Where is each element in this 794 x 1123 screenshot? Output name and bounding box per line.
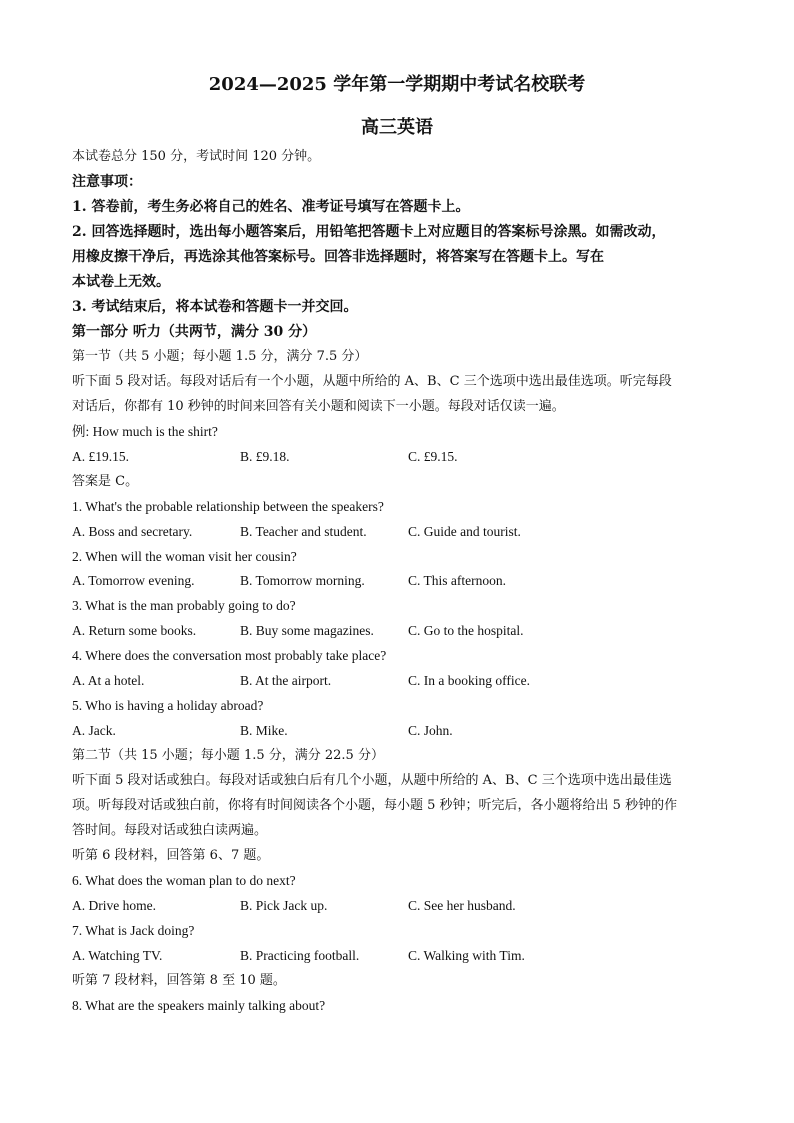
option-b: B. Mike. — [240, 723, 288, 738]
notice-item-2-line-3: 本试卷上无效。 — [72, 274, 170, 290]
question-3: 3. What is the man probably going to do? — [72, 598, 296, 613]
option-a: A. Tomorrow evening. — [72, 573, 195, 588]
option-b: B. Pick Jack up. — [240, 898, 328, 913]
question-1: 1. What's the probable relationship between the speakers? — [72, 499, 384, 514]
question-7: 7. What is Jack doing? — [72, 923, 195, 938]
option-c: C. In a booking office. — [408, 673, 530, 688]
option-a: A. £19.15. — [72, 449, 129, 464]
section2-instructions-line-3: 答时间。每段对话或独白读两遍。 — [72, 823, 268, 838]
option-b: B. £9.18. — [240, 449, 290, 464]
notice-item-2-line-2: 用橡皮擦干净后，再选涂其他答案标号。回答非选择题时，将答案写在答题卡上。写在 — [72, 249, 604, 265]
notice-item-1: 1. 答卷前，考生务必将自己的姓名、准考证号填写在答题卡上。 — [72, 199, 470, 215]
option-b: B. Tomorrow morning. — [240, 573, 365, 588]
notice-item-2-line-1: 2. 回答选择题时，选出每小题答案后，用铅笔把答题卡上对应题目的答案标号涂黑。如需改动， — [72, 224, 666, 240]
section1-instructions-line-2: 对话后，你都有 10 秒钟的时间来回答有关小题和阅读下一小题。每段对话仅读一遍。 — [72, 399, 565, 414]
question-6: 6. What does the woman plan to do next? — [72, 873, 296, 888]
question-5: 5. Who is having a holiday abroad? — [72, 698, 264, 713]
section2-instructions-line-1: 听下面 5 段对话或独白。每段对话或独白后有几个小题，从题中所给的 A、B、C 三个选项中选出最佳选 — [72, 773, 672, 788]
option-c: C. See her husband. — [408, 898, 516, 913]
option-a: A. Boss and secretary. — [72, 524, 193, 539]
option-a: A. Jack. — [72, 723, 116, 738]
option-c: C. Walking with Tim. — [408, 948, 525, 963]
option-c: C. This afternoon. — [408, 573, 506, 588]
question-2: 2. When will the woman visit her cousin? — [72, 549, 297, 564]
section1-instructions-line-1: 听下面 5 段对话。每段对话后有一个小题，从题中所给的 A、B、C 三个选项中选出最佳选项。听完每段 — [72, 374, 672, 389]
notice-item-3: 3. 考试结束后，将本试卷和答题卡一并交回。 — [72, 299, 358, 315]
option-b: B. Practicing football. — [240, 948, 360, 963]
section2-heading: 第二节（共 15 小题；每小题 1.5 分，满分 22.5 分） — [72, 748, 384, 763]
question-8: 8. What are the speakers mainly talking about? — [72, 998, 326, 1013]
option-b: B. Teacher and student. — [240, 524, 367, 539]
option-c: C. John. — [408, 723, 453, 738]
page-title: 2024—2025 学年第一学期期中考试名校联考 — [208, 74, 586, 95]
option-c: C. £9.15. — [408, 449, 458, 464]
option-a: A. At a hotel. — [72, 673, 145, 688]
question-4: 4. Where does the conversation most probably take place? — [72, 648, 387, 663]
material-6-note: 听第 6 段材料，回答第 6、7 题。 — [72, 848, 270, 863]
section2-instructions-line-2: 项。听每段对话或独白前，你将有时间阅读各个小题，每小题 5 秒钟；听完后，各小题将给出 5 秒钟的作 — [72, 798, 678, 813]
section1-heading: 第一节（共 5 小题；每小题 1.5 分，满分 7.5 分） — [72, 349, 368, 364]
option-b: B. Buy some magazines. — [240, 623, 374, 638]
example-answer: 答案是 C。 — [72, 474, 139, 489]
option-b: B. At the airport. — [240, 673, 332, 688]
part1-heading: 第一部分 听力（共两节，满分 30 分） — [72, 324, 317, 340]
notice-heading: 注意事项： — [72, 174, 142, 190]
option-a: A. Drive home. — [72, 898, 156, 913]
intro-text: 本试卷总分 150 分，考试时间 120 分钟。 — [72, 149, 321, 164]
material-7-note: 听第 7 段材料，回答第 8 至 10 题。 — [72, 973, 286, 988]
option-c: C. Guide and tourist. — [408, 524, 521, 539]
page-subtitle: 高三英语 — [361, 117, 433, 138]
option-a: A. Return some books. — [72, 623, 197, 638]
option-c: C. Go to the hospital. — [408, 623, 524, 638]
example-question: 例: How much is the shirt? — [72, 424, 218, 439]
option-a: A. Watching TV. — [72, 948, 163, 963]
